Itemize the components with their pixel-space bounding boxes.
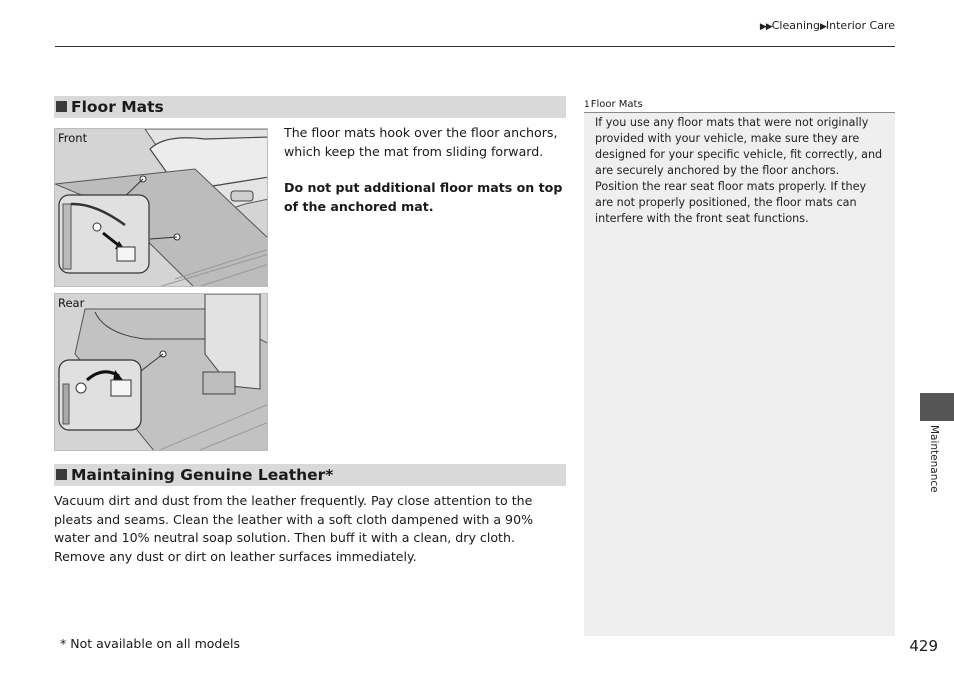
breadcrumb-cleaning[interactable]: Cleaning <box>771 19 820 32</box>
chapter-tab[interactable] <box>920 393 954 421</box>
breadcrumb <box>760 19 895 32</box>
chapter-tab-label: Maintenance <box>928 425 940 493</box>
rear-anchor-drawing <box>55 294 268 451</box>
rear-label: Rear <box>58 296 85 310</box>
header-rule <box>55 46 895 47</box>
rear-floor-anchor-illustration <box>54 293 268 451</box>
front-floor-anchor-illustration <box>54 128 268 287</box>
floor-mats-description: The floor mats hook over the floor anchors, which keep the mat from sliding forward. <box>284 125 558 159</box>
floor-mats-warning: Do not put additional floor mats on top of the anchored mat. <box>284 180 563 214</box>
floor-mats-heading: Floor Mats <box>54 96 566 118</box>
leather-description: Vacuum dirt and dust from the leather frequently. Pay close attention to the pleats and seams. Clean the leather with a soft cloth dampened with a 90% water and 10% neutral soap solution. Then buff it with a clean, dry cloth. Remove any dust or dirt on leather surfaces immediately. <box>54 493 534 564</box>
front-label: Front <box>58 131 88 145</box>
page-number: 429 <box>909 637 938 655</box>
footnote: * Not available on all models <box>60 636 241 651</box>
section-square-icon <box>56 101 67 112</box>
side-note-title: 1Floor Mats <box>584 96 895 113</box>
side-note-panel <box>584 96 895 636</box>
arrow-icon: ▶ <box>819 22 826 32</box>
double-arrow-icon: ▶▶ <box>759 22 772 32</box>
side-note-paragraph-2: Position the rear seat floor mats properly. If they are not properly positioned, the floor mats can interfere with the front seat functions. <box>595 180 867 225</box>
side-note-paragraph-1: If you use any floor mats that were not originally provided with your vehicle, make sure they are designed for your specific vehicle, fit correctly, and are securely anchored by the floor anchors. <box>595 116 883 177</box>
section-square-icon <box>56 469 67 480</box>
side-note-body <box>595 115 887 227</box>
leather-heading: Maintaining Genuine Leather* <box>54 464 566 486</box>
front-anchor-drawing <box>55 129 268 287</box>
breadcrumb-interior-care[interactable]: Interior Care <box>825 19 895 32</box>
reference-icon: 1 <box>584 100 590 110</box>
